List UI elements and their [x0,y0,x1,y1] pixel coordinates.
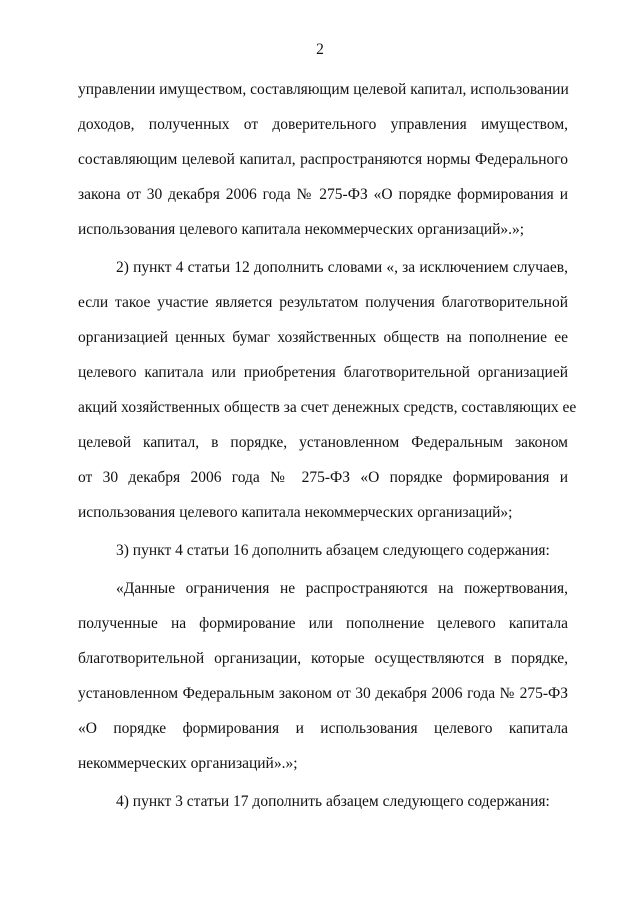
paragraph [78,254,577,534]
text-line: составляющим целевой капитал, распространяются нормы Федерального [78,151,568,168]
text-line: благотворительной организации, которые осуществляются в порядке, [78,650,568,667]
text-line: целевого капитала или приобретения благотворительной организацией [78,364,568,381]
page-number: 2 [316,41,324,58]
body-text [78,76,577,823]
text-line: «О порядке формирования и использования целевого капитала [78,720,568,737]
text-line: «Данные ограничения не распространяются на пожертвования, [116,580,568,597]
text-line: управлении имуществом, составляющим целевой капитал, использовании [78,81,569,98]
text-line: полученные на формирование или пополнение целевого капитала [78,615,568,632]
paragraph [78,537,568,572]
text-line: некоммерческих организаций».»; [78,755,298,772]
text-line: если такое участие является результатом получения благотворительной [78,294,568,311]
text-line: целевой капитал, в порядке, установленном Федеральным законом [78,434,568,451]
paragraph [78,76,568,251]
text-line: использования целевого капитала некоммерческих организаций».»; [78,221,525,238]
text-line: 4) пункт 3 статьи 17 дополнить абзацем следующего содержания: [116,793,550,810]
text-line: 3) пункт 4 статьи 16 дополнить абзацем следующего содержания: [116,542,550,559]
text-line: закона от 30 декабря 2006 года № 275-ФЗ «О порядке формирования и [78,186,568,203]
paragraph [78,575,568,785]
text-line: акций хозяйственных обществ за счет денежных средств, составляющих ее [78,399,577,416]
text-line: 2) пункт 4 статьи 12 дополнить словами «, за исключением случаев, [116,259,568,276]
text-line: доходов, полученных от доверительного управления имуществом, [78,116,568,133]
text-line: установленном Федеральным законом от 30 декабря 2006 года № 275-ФЗ [78,685,568,702]
text-line: использования целевого капитала некоммерческих организаций»; [78,504,513,521]
text-line: организацией ценных бумаг хозяйственных обществ на пополнение ее [78,329,568,346]
text-line: от 30 декабря 2006 года № 275-ФЗ «О порядке формирования и [78,469,568,486]
paragraph [78,788,568,823]
